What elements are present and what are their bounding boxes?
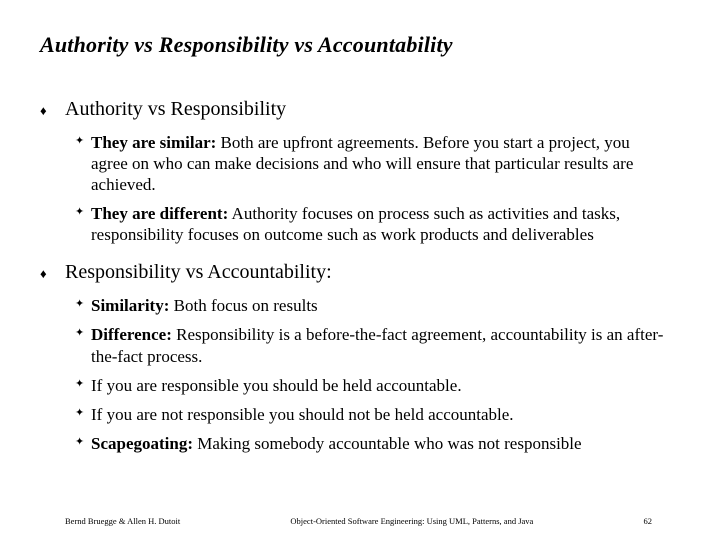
list-item-text xyxy=(91,203,665,245)
sub-bullet-icon: ✦ xyxy=(75,377,85,390)
section-heading-authority-vs-responsibility xyxy=(40,98,665,121)
footer-authors: Bernd Bruegge & Allen H. Dutoit xyxy=(65,516,181,526)
diamond-bullet-icon: ♦ xyxy=(40,103,47,118)
sub-bullet-list xyxy=(75,295,665,453)
list-item-body: If you are not responsible you should not be held accountable. xyxy=(91,404,514,424)
list-item-lead: They are different: xyxy=(91,204,229,224)
sub-bullet-list xyxy=(75,132,665,245)
list-item-body: If you are responsible you should be held accountable. xyxy=(91,375,462,395)
sub-bullet-icon: ✦ xyxy=(75,327,85,340)
sub-bullet-icon: ✦ xyxy=(75,406,85,419)
list-item-body: Authority focuses on process such as activities and tasks, responsibility focuses on outcome such as work products and deliverables xyxy=(91,204,621,245)
list-item-lead: Scapegoating: xyxy=(91,433,193,453)
section-heading-responsibility-vs-accountability xyxy=(40,261,665,284)
footer-page-number: 62 xyxy=(643,516,652,526)
list-item-body: Both focus on results xyxy=(169,296,318,316)
section-heading-label: Authority vs Responsibility xyxy=(65,98,287,120)
sub-bullet-icon: ✦ xyxy=(75,206,85,219)
slide-body xyxy=(40,98,665,454)
section-heading-label: Responsibility vs Accountability: xyxy=(65,261,332,284)
list-item xyxy=(75,375,665,396)
footer-book-title: Object-Oriented Software Engineering: Using UML, Patterns, and Java xyxy=(290,516,534,526)
list-item-lead: Difference: xyxy=(91,325,172,345)
sub-bullet-icon: ✦ xyxy=(75,135,85,147)
diamond-bullet-icon: ♦ xyxy=(40,266,47,282)
sub-bullet-icon: ✦ xyxy=(75,435,85,448)
list-item xyxy=(75,295,665,316)
slide-footer xyxy=(0,516,720,526)
list-item-text xyxy=(91,404,665,425)
list-item xyxy=(75,324,665,366)
list-item-text xyxy=(91,324,665,366)
list-item xyxy=(75,433,665,454)
list-item xyxy=(75,203,665,245)
list-item-body: Responsibility is a before-the-fact agreement, accountability is an after-the-fact process. xyxy=(91,325,664,366)
list-item-text xyxy=(91,433,665,454)
list-item-text xyxy=(91,132,665,195)
list-item xyxy=(75,404,665,425)
list-item-lead: Similarity: xyxy=(91,296,170,316)
page-title: Authority vs Responsibility vs Accountability xyxy=(40,32,453,57)
list-item-body: Making somebody accountable who was not responsible xyxy=(193,433,582,453)
list-item xyxy=(75,132,665,195)
list-item-text xyxy=(91,295,665,316)
list-item-body: Both are upfront agreements. Before you start a project, you agree on who can make decisions and who will ensure that particular results are achieved. xyxy=(91,133,634,195)
sub-bullet-icon: ✦ xyxy=(75,298,85,311)
list-item-text xyxy=(91,375,665,396)
list-item-lead: They are similar: xyxy=(91,133,217,152)
